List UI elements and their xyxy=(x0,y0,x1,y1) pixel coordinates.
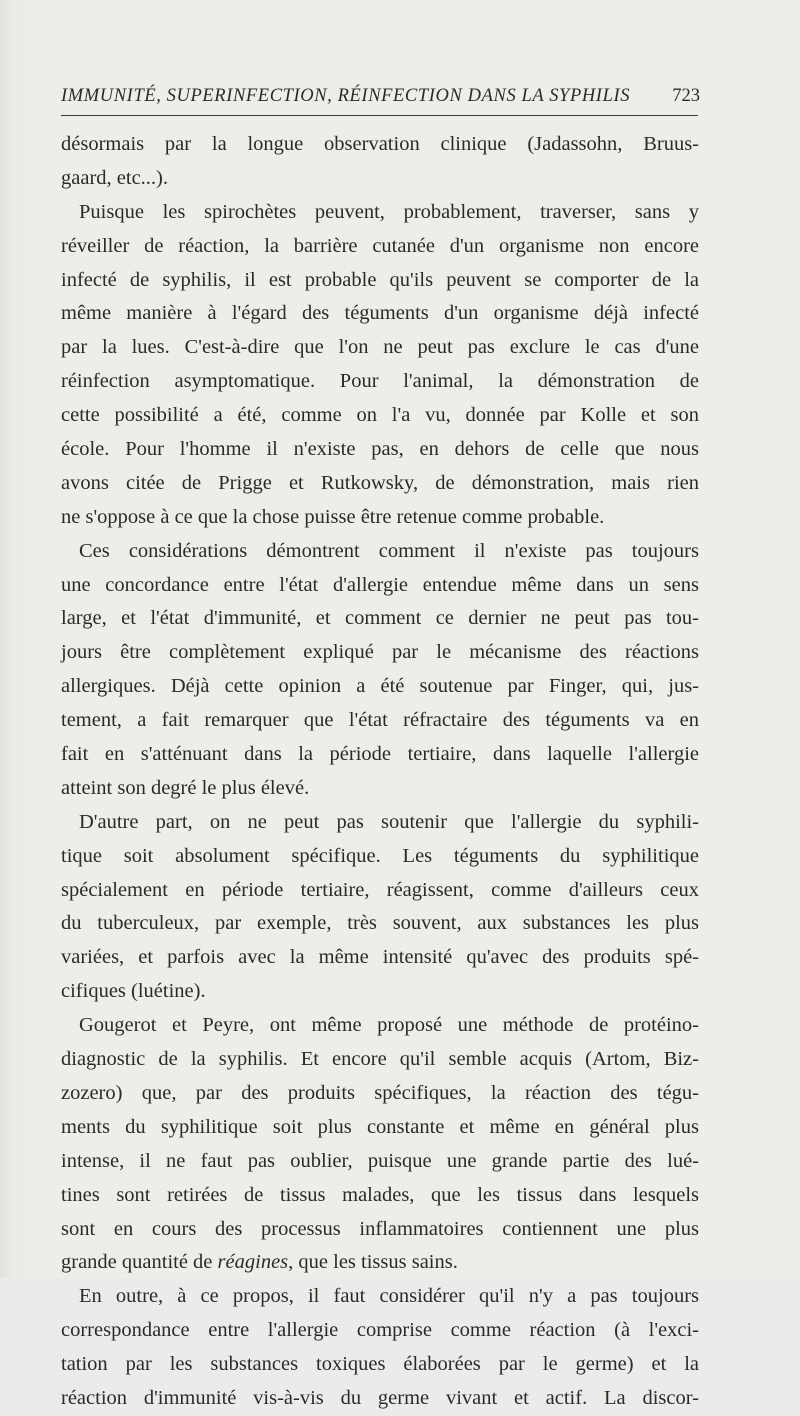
text-line: réinfection asymptomatique. Pour l'animal, la démonstration de xyxy=(61,370,699,393)
text-line: ments du syphilitique soit plus constante et même en général plus xyxy=(61,1115,699,1138)
text-line: jours être complètement expliqué par le mécanisme des réactions xyxy=(61,641,699,664)
text-line: tement, a fait remarquer que l'état réfractaire des téguments va en xyxy=(61,709,699,732)
text-line: zozero) que, par des produits spécifiques, la réaction des tégu- xyxy=(61,1081,699,1104)
text-line: tique soit absolument spécifique. Les téguments du syphilitique xyxy=(61,844,699,867)
text-line: du tuberculeux, par exemple, très souvent, aux substances les plus xyxy=(61,912,699,935)
text-line: diagnostic de la syphilis. Et encore qu'il semble acquis (Artom, Biz- xyxy=(61,1048,699,1071)
text-line: cifiques (luétine). xyxy=(61,980,206,1003)
text-line: même manière à l'égard des téguments d'un organisme déjà infecté xyxy=(61,302,699,325)
running-head xyxy=(61,82,700,112)
text-line: tines sont retirées de tissus malades, que les tissus dans lesquels xyxy=(61,1183,699,1206)
text-line: intense, il ne faut pas oublier, puisque une grande partie des lué- xyxy=(61,1149,699,1172)
text-line: Ces considérations démontrent comment il n'existe pas toujours xyxy=(79,539,699,562)
text-line: D'autre part, on ne peut pas soutenir que l'allergie du syphili- xyxy=(79,810,699,833)
text-line: variées, et parfois avec la même intensité qu'avec des produits spé- xyxy=(61,946,699,969)
text-line: large, et l'état d'immunité, et comment ce dernier ne peut pas tou- xyxy=(61,607,699,630)
text-line: réveiller de réaction, la barrière cutanée d'un organisme non encore xyxy=(61,234,699,257)
header-rule xyxy=(61,115,698,116)
text-line: Puisque les spirochètes peuvent, probablement, traverser, sans y xyxy=(79,200,699,223)
text-line: En outre, à ce propos, il faut considérer qu'il n'y a pas toujours xyxy=(79,1285,699,1308)
body-text xyxy=(61,128,699,1416)
running-title: IMMUNITÉ, SUPERINFECTION, RÉINFECTION DANS LA SYPHILIS xyxy=(61,86,631,106)
text-line: école. Pour l'homme il n'existe pas, en dehors de celle que nous xyxy=(61,438,699,461)
text-line: sont en cours des processus inflammatoires contiennent une plus xyxy=(61,1217,699,1240)
text-line: grande quantité de réagines, que les tissus sains. xyxy=(61,1251,458,1274)
text-line: spécialement en période tertiaire, réagissent, comme d'ailleurs ceux xyxy=(61,878,699,901)
text-line: fait en s'atténuant dans la période tertiaire, dans laquelle l'allergie xyxy=(61,743,699,766)
text-line: par la lues. C'est-à-dire que l'on ne peut pas exclure le cas d'une xyxy=(61,336,699,359)
text-line: Gougerot et Peyre, ont même proposé une méthode de protéino- xyxy=(79,1014,699,1037)
text-line: atteint son degré le plus élevé. xyxy=(61,776,310,799)
text-line: une concordance entre l'état d'allergie entendue même dans un sens xyxy=(61,573,699,596)
text-line: réaction d'immunité vis-à-vis du germe vivant et actif. La discor- xyxy=(61,1386,699,1409)
text-line: ne s'oppose à ce que la chose puisse être retenue comme probable. xyxy=(61,505,605,528)
text-line: gaard, etc...). xyxy=(61,166,168,189)
text-line: avons citée de Prigge et Rutkowsky, de démonstration, mais rien xyxy=(61,471,699,494)
text-line: désormais par la longue observation clinique (Jadassohn, Bruus- xyxy=(61,133,699,155)
page-number: 723 xyxy=(672,86,700,106)
text-line: allergiques. Déjà cette opinion a été soutenue par Finger, qui, jus- xyxy=(61,675,699,698)
text-line: tation par les substances toxiques élaborées par le germe) et la xyxy=(61,1353,699,1376)
text-line: infecté de syphilis, il est probable qu'ils peuvent se comporter de la xyxy=(61,268,699,291)
text-line: cette possibilité a été, comme on l'a vu, donnée par Kolle et son xyxy=(61,404,699,427)
text-line: correspondance entre l'allergie comprise comme réaction (à l'exci- xyxy=(61,1319,699,1342)
